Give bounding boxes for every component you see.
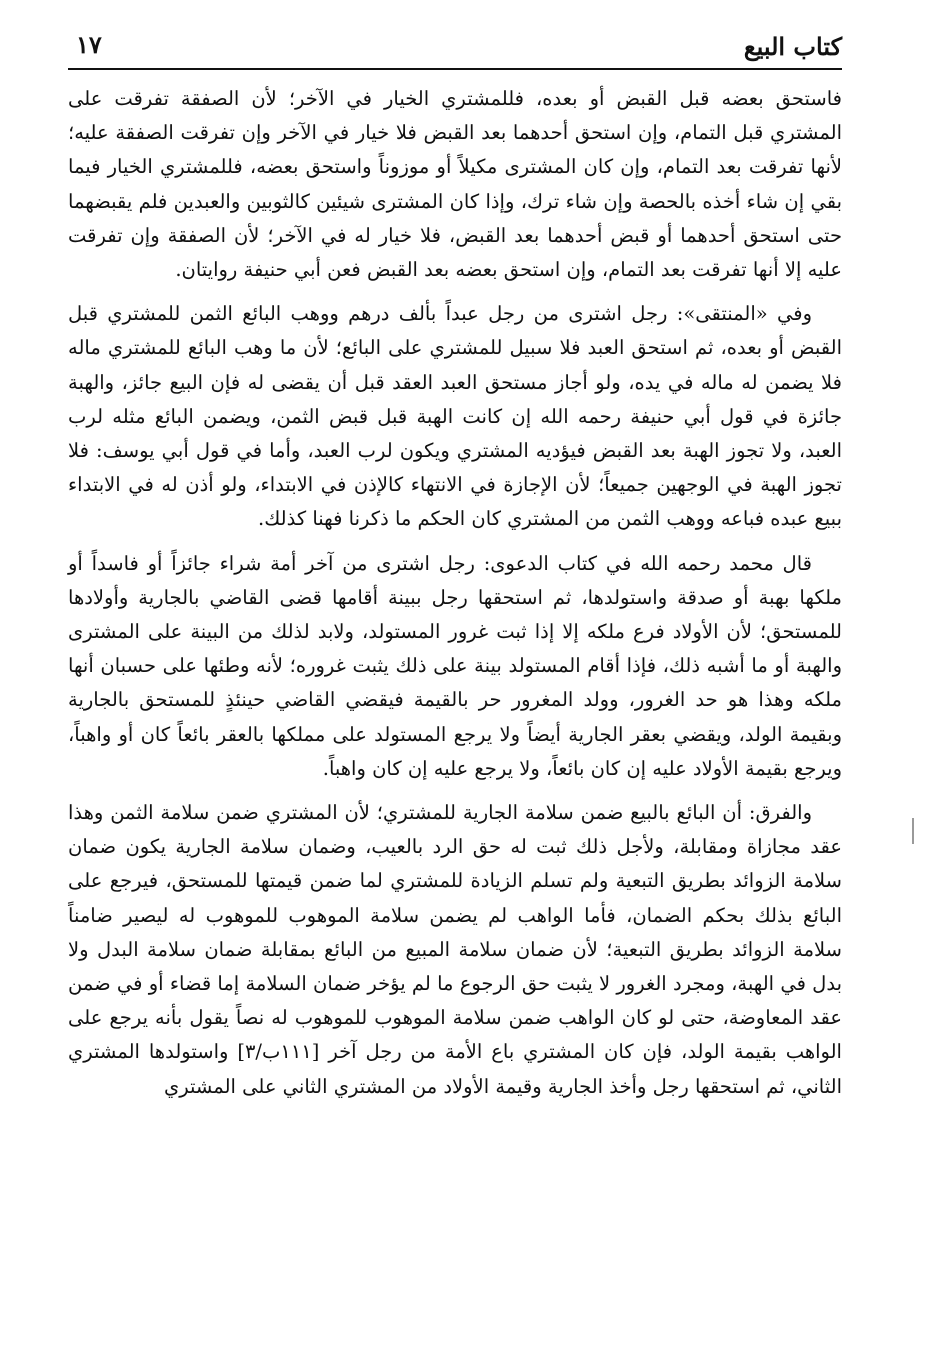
margin-mark xyxy=(912,818,914,844)
paragraph: وفي «المنتقى»: رجل اشترى من رجل عبداً بألف درهم ووهب البائع الثمن للمشتري قبل القبض أو بعده، ثم استحق العبد فلا سبيل للمشتري على البائع؛ لأن ما وهب البائع للمشتري ماله فلا يضمن له ماله في يده، ولو أجاز مستحق العبد العقد قبل أن يقضى له فإن البيع جائز، والهبة جائزة في قول أبي حنيفة رحمه الله إن كانت الهبة قبل قبض الثمن، ويضمن البائع مثله لرب العبد، ولا تجوز الهبة بعد القبض فيؤديه المشتري ويكون لرب العبد، وأما في قول أبي يوسف: فلا تجوز الهبة في الوجهين جميعاً؛ لأن الإجازة في الانتهاء كالإذن في الابتداء، ولو أذن له في الابتداء ببيع عبده فباعه ووهب الثمن من المشتري كان الحكم ما ذكرنا فهنا كذلك. xyxy=(68,302,842,531)
paragraph: فاستحق بعضه قبل القبض أو بعده، فللمشتري الخيار في الآخر؛ لأن الصفقة تفرقت على المشتري قبل التمام، وإن استحق أحدهما بعد القبض فلا خيار في الآخر وإن تفرقت الصفقة عليه؛ لأنها تفرقت بعد التمام، وإن كان المشترى مكيلاً أو موزوناً واستحق بعضه، فللمشتري الخيار فيما بقي إن شاء أخذه بالحصة وإن شاء ترك، وإذا كان المشترى شيئين كالثوبين والعبدين فلم يقبضهما حتى استحق أحدهما أو قبض أحدهما بعد القبض، فلا خيار له في الآخر؛ لأن الصفقة وإن تفرقت عليه إلا أنها تفرقت بعد التمام، وإن استحق بعضه بعد القبض فعن أبي حنيفة روايتان. xyxy=(68,87,842,282)
paragraph: قال محمد رحمه الله في كتاب الدعوى: رجل اشترى من آخر أمة شراء جائزاً أو فاسداً أو ملكها بهبة أو صدقة واستولدها، ثم استحقها رجل ببينة أقامها قضى القاضي بالجارية وأولادها للمستحق؛ لأن الأولاد فرع ملكه إلا إذا ثبت غرور المستولد، ولابد لذلك من البينة على المشترى والهبة أو ما أشبه ذلك، فإذا أقام المستولد بينة على ذلك يثبت غروره؛ لأنه وطئها على حسبان أنها ملكه وهذا هو حد الغرور، وولد المغرور حر بالقيمة فيقضي القاضي حينئذٍ للمستحق بالجارية وبقيمة الولد، ويقضي بعقر الجارية أيضاً ولا يرجع المستولد على مملكها بالعقر بائعاً كان أو واهباً، ويرجع بقيمة الأولاد عليه إن كان بائعاً، ولا يرجع عليه إن كان واهباً. xyxy=(68,551,842,780)
body-text xyxy=(68,82,842,1104)
paragraph: والفرق: أن البائع بالبيع ضمن سلامة الجارية للمشتري؛ لأن المشتري ضمن سلامة الثمن وهذا عقد مجازاة ومقابلة، ولأجل ذلك ثبت له حق الرد بالعيب، وضمان سلامة الجارية يكون ضمان سلامة الزوائد بطريق التبعية ولم تسلم الزيادة للمشتري لما ضمن قيمتها للمستحق، فيرجع على البائع بذلك بحكم الضمان، فأما الواهب لم يضمن سلامة الموهوب للموهوب له ليصير ضامناً سلامة الزوائد بطريق التبعية؛ لأن ضمان سلامة المبيع من البائع بمقابلة ضمان سلامة البدل ولا بدل في الهبة، ومجرد الغرور لا يثبت حق الرجوع ما لم يؤخر ضمان السلامة إما قضاء أو في ضمن عقد المعاوضة، حتى لو كان الواهب ضمن سلامة الموهوب للموهوب له نصاً يقول بأنه يرجع على الواهب بقيمة الولد، فإن كان المشتري باع الأمة من رجل آخر [١١١ب/٣] واستولدها المشتري الثاني، ثم استحقها رجل وأخذ الجارية وقيمة الأولاد من المشتري الثاني على المشتري xyxy=(68,801,842,1098)
page-number: ١٧ xyxy=(76,30,102,59)
running-header xyxy=(68,28,842,70)
book-title: كتاب البيع xyxy=(743,32,842,61)
book-page xyxy=(68,28,842,1348)
